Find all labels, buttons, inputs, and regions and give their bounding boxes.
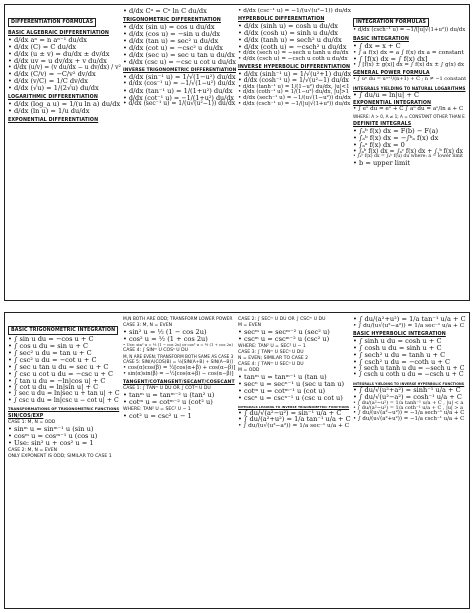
formula-line: • cscⁿ u = cscⁿ⁻¹ u (csc u cot u) [238,395,351,402]
formula-line: • d/dx (cot u) = −csc² u du/dx [123,45,236,52]
top-column-1 [8,8,121,297]
formula-line: • ∫ sech u tanh u du = −sech u + C [353,366,466,373]
case-label: M,N BOTH ARE ODD; TRANSFORM LOWER POWER [123,317,233,322]
section-heading: INVERSE HYPERBOLIC DIFFERENTIATION [238,65,351,71]
sheet-title: INTEGRATION FORMULAS [353,18,429,27]
section-heading: INTEGRALS YIELDING TO INVERSE HYPERBOLIC FUNCTIONS [353,381,465,386]
section-heading: EXPONENTIAL INTEGRATION [353,101,432,107]
section-heading: SIN/COS/EXP [8,414,44,420]
formula-line: • ∫ du/(a²−u²) = 1/a coth⁻¹ u/a + C , |u| > a [353,406,466,411]
sheet-title: DIFFERENTIATION FORMULAS [8,18,96,27]
formula-line: • ∫ du/(a²−u²) = 1/a tanh⁻¹ u/a + C , |u| < a [353,401,466,406]
case-label: WHERE: TAN² U = SEC² U − 1 [238,343,306,349]
top-column-4 [353,8,466,297]
formula-line: • d/dx (ln u) = 1/u du/dx [8,108,121,115]
formula-line: • d/dx (v/C) = 1/C dv/dx [8,78,121,85]
formula-line: • d/dx (√u) = 1/(2√u) du/dx [8,85,121,92]
formula-line: • d/dx (sin u) = cos u du/dx [123,24,236,31]
formula-line: • ∫ sinh u du = cosh u + C [353,338,466,345]
formula-line: • ∫ du/√(u²−a²) = cosh⁻¹ u/a + C [353,394,466,401]
formula-line: • d/dx (cosh u) = sinh u du/dx [238,30,351,37]
case-label: WHERE: TAN² U = SEC² U − 1 [123,406,191,412]
formula-line: • ∫ csc u du = ln|csc u − cot u| + C [8,398,121,405]
bottom-column-3 [238,316,351,605]
section-heading: INTEGRALS YIELDING TO NATURAL LOGARITHMS [353,85,466,91]
formula-line: • cos² u = ½ (1 + cos 2u) [123,336,236,343]
formula-line: • ∫ du/(u√(u²−a²)) = 1/a sec⁻¹ u/a + C [238,423,351,429]
formula-line: • d/dx (u/v) = (v du/dx − u dv/dx) / v² [8,65,121,71]
formula-line: • ∫ a f(x) dx = a ∫ f(x) dx a = constant [353,50,466,56]
formula-line: • cosᵐ u = cosᵐ⁻¹ u (cos u) [8,433,121,440]
formula-line: • d/dx (C/v) = −C/v² dv/dx [8,71,121,78]
case-label: CASE 4: ∫ SINᵐ U COSⁿ U DU [123,347,189,353]
section-heading: INVERSE TRIGONOMETRIC DIFFERENTIATION [123,68,236,74]
formula-line: • cscᵐ u = cscᵐ⁻² u (csc² u) [238,336,351,343]
section-heading: BASIC HYPERBOLIC INTEGRATION [353,332,446,337]
formula-line: • ∫ [f(x) dx = ∫ f(x) dx] [353,56,466,63]
formula-line: • Use: sin² u = ½ (1 − cos 2u) or cos² u = ½ (1 + cos 2u) [123,343,236,347]
formula-line: • d/dx (cos u) = −sin u du/dx [123,31,236,38]
formula-line: • ∫ csch² u du = −coth u + C [353,359,466,366]
section-heading: BASIC ALGEBRAIC DIFFERENTIATION [8,31,110,36]
formula-line: • ∫ uⁿ du = uⁿ⁺¹/(n+1) + C ; n ≠ −1 constant [353,77,466,82]
formula-line: • ∫ tan u du = −ln|cos u| + C [8,378,121,385]
formula-line: • cot² u = csc² u − 1 [123,413,236,420]
bottom-column-1 [8,316,121,605]
formula-line: • tanᵐ u = tanᵐ⁻² u (tan² u) [123,392,236,399]
formula-line: • d/dx Cᵘ = Cᵘ ln C du/dx [123,8,236,15]
formula-line: • ∫ sin u du = −cos u + C [8,336,121,343]
section-heading: BASIC INTEGRATION [353,36,409,42]
formula-line: • ∫ du/√(a²−u²) = sin⁻¹ u/a + C [238,410,351,417]
case-label: CASE 2: ∫ SECᵐ U DU OR ∫ CSCᵐ U DU [238,317,326,322]
case-label: M = ODD [238,367,260,373]
formula-line: • d/dx (log_a u) = 1/(u ln a) du/dx [8,101,121,108]
formula-line: • ∫ sech² u du = tanh u + C [353,352,466,359]
formula-line: • ∫ du/(u√(u²−a²)) = 1/a sec⁻¹ u/a + C [353,323,466,329]
formula-line: • d/dx (sinh u) = cosh u du/dx [238,23,351,30]
case-label: N = EVEN; SIMILAR TO CASE 2 [238,355,309,361]
formula-line: • d/dx (sec⁻¹ u) = 1/(u√(u²−1)) du/dx [123,101,236,107]
formula-line: • ∫ₐᵇ f(x) dx = −∫ᵇₐ f(x) dx [353,135,466,142]
case-label: WHERE: A > 0, A ≠ 1; A = CONSTANT OTHER THAN E [353,114,465,120]
section-heading: INTEGRALS LEADING TO INVERSE TRIGONOMETRIC FUNCTIONS [238,404,350,409]
formula-line: • d/dx aⁿ = n aⁿ⁻¹ du/dx [8,37,121,44]
formula-line: • ∫ dx = x + C [353,43,466,50]
formula-line: • ∫ₐᵇ f(x) dx = ∫ₐᶜ f(x) dx + ∫꜀ᵇ f(x) dx [353,149,466,155]
case-label: CASE 3: ∫ TANᵐ U SECⁿ U DU [238,349,304,355]
formula-line: • d/dx (tanh⁻¹ u) = 1/(1−u²) du/dx, |u|<1 [238,85,351,91]
formula-line: • ∫ du/(a²+u²) = 1/a tan⁻¹ u/a + C [353,316,466,323]
case-label: M = EVEN [238,323,262,328]
formula-line: • cotᵐ u = cotᵐ⁻² u (cot² u) [123,399,236,406]
case-label: CASE 4: ∫ TANᵐ U SECⁿ U DU [238,361,304,367]
formula-line: • ∫ eᵘ du = eᵘ + C ∫ aᵘ du = aᵘ/ln a + C [353,107,466,113]
formula-line: • secⁿ u = secⁿ⁻¹ u (sec u tan u) [238,381,351,388]
formula-line: • d/dx (u ± v) = du/dx ± dv/dx [8,51,121,58]
bottom-column-4 [353,316,466,605]
formula-line: • ∫ sec² u du = tan u + C [8,350,121,357]
formula-line: • sinᵐ u = sinᵐ⁻¹ u (sin u) [8,426,121,433]
formula-line: • ∫ₐᵇ f(x) dx = ∫ₐᵇ f(u) du where: a = lower limit [353,155,466,160]
formula-line: • d/dx (sech u) = −sech u tanh u du/dx [238,51,351,57]
formula-line: • ∫ csch u coth u du = −csch u + C [353,372,466,379]
differentiation-sheet [4,4,470,301]
formula-line: • secᵐ u = secᵐ⁻² u (sec² u) [238,329,351,336]
case-label: CASE 5: SIN(Α)COS(Β) = ½[SIN(Α+Β) + SIN(Α−Β)] [123,359,233,365]
case-label: ONLY EXPONENT IS ODD; SIMILAR TO CASE 1 [8,454,112,460]
integration-sheet [4,312,470,609]
sheet-title: BASIC TRIGONOMETRIC INTEGRATION [8,326,118,335]
formula-line: • d/dx (tanh u) = sech² u du/dx [238,37,351,44]
section-heading: DEFINITE INTEGRALS [353,122,412,128]
section-heading: EXPONENTIAL DIFFERENTIATION [8,117,99,123]
formula-line: • sin(α)sin(β) = −½[cos(α+β) − cos(α−β)] [123,372,236,377]
formula-line: • d/dx (sech⁻¹ u) = −1/(u√(1−u²)) du/dx [238,96,351,102]
formula-line: • d/dx (sinh⁻¹ u) = 1/√(u²+1) du/dx [238,71,351,78]
formula-line: • cotᵐ u = cotᵐ⁻¹ u (cot u) [238,388,351,395]
formula-line: • ∫ du/u = ln|u| + C [353,92,466,99]
formula-line: • d/dx (cot⁻¹ u) = −1/(1+u²) du/dx [123,95,236,102]
formula-line: • d/dx (coth u) = −csch² u du/dx [238,44,351,51]
formula-line: • ∫ sec u du = ln|sec u + tan u| + C [8,391,121,398]
formula-line: • ∫ₐᵇ f(x) dx = F(b) − F(a) [353,128,466,135]
formula-line: • d/dx (cos⁻¹ u) = −1/√(1−u²) du/dx [123,81,236,88]
formula-line: • d/dx (tan u) = sec² u du/dx [123,38,236,45]
section-heading: HYPERBOLIC DIFFERENTIATION [238,17,325,23]
formula-line: • ∫ du/√(u²+a²) = sinh⁻¹ u/a + C [353,387,466,394]
formula-line: • d/dx (csch⁻¹ u) = −1/(|u|√(1+u²)) du/dx [238,102,351,108]
case-label: M, N ARE EVEN; TRANSFORM BOTH SAME AS CASE 3 [123,353,234,359]
formula-line: • ∫ cot u du = ln|sin u| + C [8,384,121,391]
formula-line: • d/dx (sec u) = sec u tan u du/dx [123,52,236,59]
formula-line: • ∫ csc² u du = −cot u + C [8,357,121,364]
formula-line: • b = upper limit [353,160,466,167]
formula-line: • ∫ₐᵃ f(x) dx = 0 [353,142,466,149]
formula-line: • d/dx uv = u dv/dx + v du/dx [8,58,121,65]
formula-line: • d/dx (cosh⁻¹ u) = 1/√(u²−1) du/dx [238,78,351,85]
top-column-2 [123,8,236,297]
case-label: CASE 2: M, N = EVEN [8,448,58,454]
section-heading: GENERAL POWER FORMULA [353,71,430,77]
formula-line: • d/dx (csc u) = −csc u cot u du/dx [123,59,236,66]
formula-line: • tanᵐ u = tanᵐ⁻¹ u (tan u) [238,374,351,381]
formula-line: • d/dx (sin⁻¹ u) = 1/√(1−u²) du/dx [123,74,236,81]
bottom-column-2 [123,316,236,605]
formula-line: • ∫ du/(u√(a²+u²)) = −1/a csch⁻¹ u/a + C [353,417,466,423]
formula-line: • d/dx (C) = C du/dx [8,44,121,51]
formula-line: • ∫ cosh u du = sinh u + C [353,345,466,352]
section-heading: TRANSFORMATIONS OF TRIGONOMETRIC FUNCTIONS [8,407,120,412]
section-heading: TRIGONOMETRIC DIFFERENTIATION [123,17,221,23]
section-heading: LOGARITHMIC DIFFERENTIATION [8,94,98,100]
formula-line: • ∫ sec u tan u du = sec u + C [8,364,121,371]
formula-line: • d/dx (tan⁻¹ u) = 1/(1+u²) du/dx [123,88,236,95]
formula-line: • ∫ csc u cot u du = −csc u + C [8,371,121,378]
formula-line: • d/dx (csch⁻¹ u) = −1/(|u|√(1+u²)) du/dx [353,28,466,34]
case-label: CASE 3: M, N = EVEN [123,323,173,328]
section-heading: TANGENT/COTANGENT/SECANT/COSECANT [123,379,235,385]
case-label: CASE 1: M, N = ODD [8,420,56,426]
formula-line: • Use: sin² u + cos² u = 1 [8,440,121,447]
formula-line: • d/dx (csc⁻¹ u) = −1/(u√(u²−1)) du/dx [238,8,351,14]
formula-line: • ∫ [f(x) ± g(x)] dx = ∫ f(x) dx ± ∫ g(x) dx [353,63,466,69]
case-label: CASE 1: ∫ TANᵐ U DU OR ∫ COTᵐ U DU [123,385,211,391]
formula-line: • d/dx (csch u) = −csch u coth u du/dx [238,57,351,63]
formula-line: • d/dx (coth⁻¹ u) = 1/(1−u²) du/dx, |u|>1 [238,90,351,96]
formula-line: • ∫ du/(u√(a²−u²)) = −1/a sech⁻¹ u/a + C [353,411,466,417]
top-column-3 [238,8,351,297]
formula-line: • cos(α)cos(β) = ½[cos(α+β) + cos(α−β)] [123,366,236,372]
formula-line: • sin² u = ½ (1 − cos 2u) [123,329,236,336]
formula-line: • ∫ du/(a²+u²) = 1/a tan⁻¹ u/a + C [238,416,351,423]
formula-line: • ∫ cos u du = sin u + C [8,343,121,350]
